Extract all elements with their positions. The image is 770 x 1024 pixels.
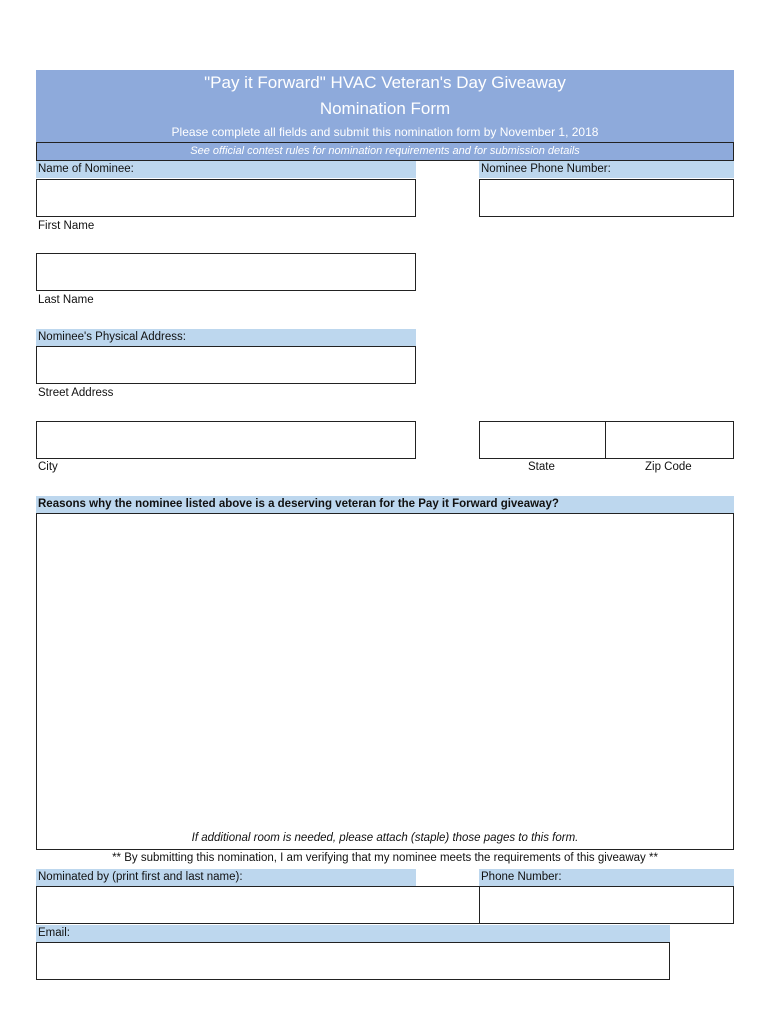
- reasons-field[interactable]: [36, 513, 734, 850]
- city-caption: City: [38, 461, 58, 473]
- form-title: "Pay it Forward" HVAC Veteran's Day Giveaway: [204, 73, 566, 92]
- zip-code-input[interactable]: [606, 422, 733, 458]
- first-name-caption: First Name: [38, 220, 95, 232]
- email-label: Email:: [36, 925, 670, 942]
- nominee-phone-field[interactable]: [479, 179, 734, 217]
- nominator-name-field[interactable]: [36, 886, 480, 924]
- reasons-label: Reasons why the nominee listed above is a deserving veteran for the Pay it Forward giveaway?: [36, 496, 734, 513]
- email-field[interactable]: [36, 942, 670, 980]
- rules-note: See official contest rules for nomination requirements and for submission details: [36, 142, 734, 161]
- street-address-input[interactable]: [37, 347, 415, 383]
- last-name-input[interactable]: [37, 254, 415, 290]
- submission-instructions: Please complete all fields and submit this nomination form by November 1, 2018: [171, 125, 599, 139]
- verification-statement: ** By submitting this nomination, I am verifying that my nominee meets the requirements of this giveaway **: [112, 852, 658, 864]
- form-subtitle: Nomination Form: [319, 99, 451, 118]
- last-name-caption: Last Name: [38, 294, 94, 306]
- state-input[interactable]: [480, 422, 606, 458]
- nominator-name-input[interactable]: [37, 887, 479, 923]
- city-input[interactable]: [37, 422, 415, 458]
- state-field[interactable]: [479, 421, 607, 459]
- first-name-field[interactable]: [36, 179, 416, 217]
- email-input[interactable]: [37, 943, 669, 979]
- state-caption: State: [528, 461, 555, 473]
- nominator-phone-field[interactable]: [479, 886, 734, 924]
- street-address-caption: Street Address: [38, 387, 114, 399]
- street-address-field[interactable]: [36, 346, 416, 384]
- reasons-textarea[interactable]: [37, 514, 733, 824]
- zip-code-caption: Zip Code: [645, 461, 692, 473]
- zip-code-field[interactable]: [605, 421, 734, 459]
- nominator-name-label: Nominated by (print first and last name):: [36, 869, 416, 886]
- nominator-phone-input[interactable]: [480, 887, 733, 923]
- first-name-input[interactable]: [37, 180, 415, 216]
- nominator-phone-label: Phone Number:: [479, 869, 734, 886]
- nominee-phone-label: Nominee Phone Number:: [479, 161, 734, 178]
- last-name-field[interactable]: [36, 253, 416, 291]
- nominee-name-label: Name of Nominee:: [36, 161, 416, 178]
- address-label: Nominee's Physical Address:: [36, 329, 416, 346]
- additional-room-note: If additional room is needed, please attach (staple) those pages to this form.: [191, 832, 579, 844]
- city-field[interactable]: [36, 421, 416, 459]
- nominee-phone-input[interactable]: [480, 180, 733, 216]
